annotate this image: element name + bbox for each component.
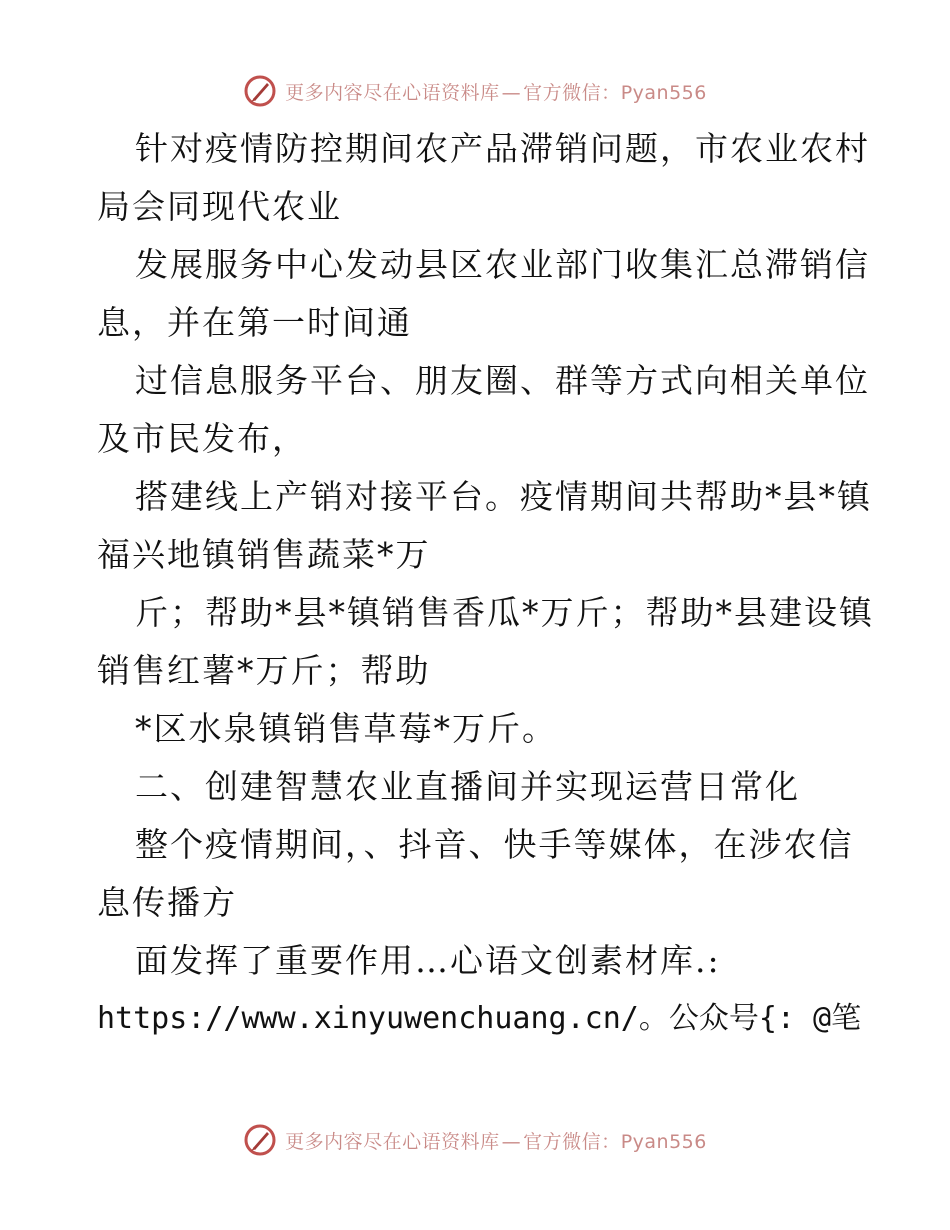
quill-pen-logo-icon bbox=[243, 1123, 277, 1157]
paragraph-line: 斤；帮助*县*镇销售香瓜*万斤；帮助*县建设镇 bbox=[135, 593, 874, 632]
paragraph-line: 销售红薯*万斤；帮助 bbox=[97, 651, 431, 690]
paragraph-line: 福兴地镇销售蔬菜*万 bbox=[97, 535, 431, 574]
paragraph-line: 及市民发布， bbox=[97, 419, 307, 458]
paragraph-line: 过信息服务平台、朋友圈、群等方式向相关单位 bbox=[135, 361, 870, 400]
footer-wechat-label: 官方微信： bbox=[523, 1130, 621, 1153]
paragraph-line: 针对疫情防控期间农产品滞销问题，市农业农村 bbox=[135, 129, 870, 168]
paragraph-line: 局会同现代农业 bbox=[97, 187, 342, 226]
quill-pen-logo-icon bbox=[243, 74, 277, 108]
footer-banner-text bbox=[285, 1127, 707, 1154]
header-banner-text bbox=[285, 78, 707, 105]
footer-wechat-id: Pyan556 bbox=[620, 1130, 707, 1153]
paragraph-line: 面发挥了重要作用…心语文创素材库.: bbox=[135, 941, 721, 980]
footer-brand-text: 更多内容尽在心语资料库 bbox=[285, 1130, 500, 1153]
paragraph-line: 息，并在第一时间通 bbox=[97, 303, 412, 342]
header-brand-text: 更多内容尽在心语资料库 bbox=[285, 81, 500, 104]
header-wechat-id: Pyan556 bbox=[620, 81, 707, 104]
paragraph-line: *区水泉镇销售草莓*万斤。 bbox=[135, 709, 557, 748]
footer-watermark-banner bbox=[0, 1120, 950, 1160]
section-heading: 二、创建智慧农业直播间并实现运营日常化 bbox=[135, 767, 800, 806]
paragraph-line: 整个疫情期间，、抖音、快手等媒体，在涉农信 bbox=[135, 825, 854, 864]
footer-separator: — bbox=[501, 1130, 522, 1153]
url-line: https://www.xinyuwenchuang.cn/。公众号{: @笔 bbox=[97, 1001, 862, 1036]
document-body bbox=[97, 120, 874, 1048]
paragraph-line: 息传播方 bbox=[97, 883, 237, 922]
header-separator: — bbox=[501, 81, 522, 104]
header-watermark-banner bbox=[0, 71, 950, 111]
paragraph-line: 搭建线上产销对接平台。疫情期间共帮助*县*镇 bbox=[135, 477, 872, 516]
header-wechat-label: 官方微信： bbox=[523, 81, 621, 104]
paragraph-line: 发展服务中心发动县区农业部门收集汇总滞销信 bbox=[135, 245, 870, 284]
